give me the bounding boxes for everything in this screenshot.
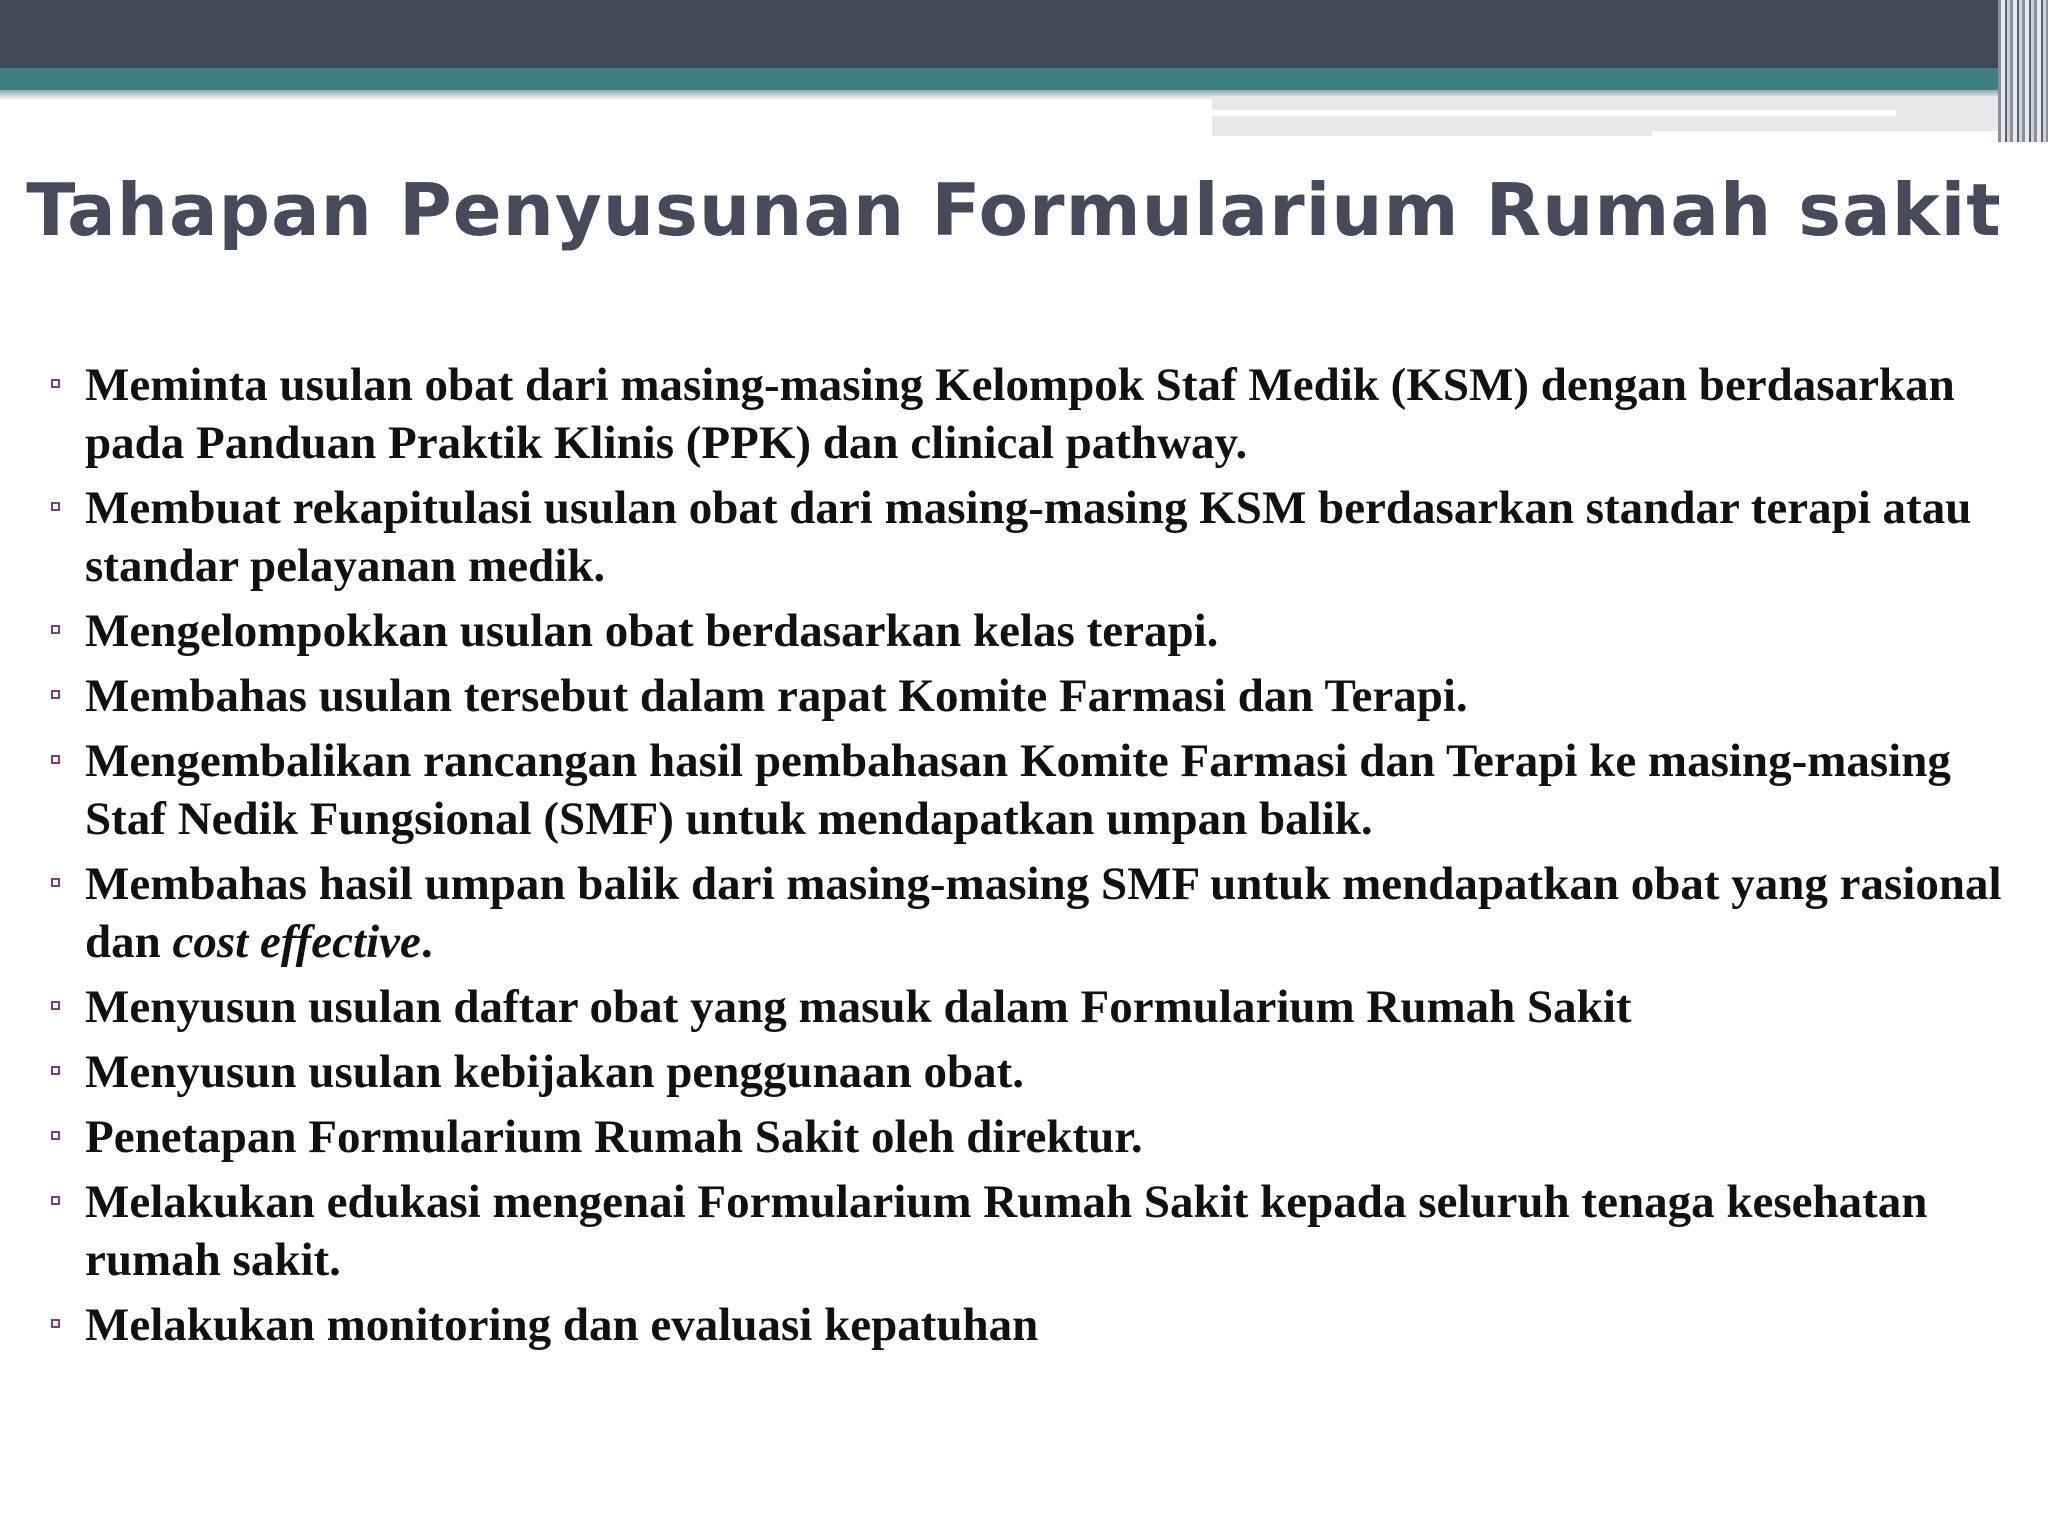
- list-item-text: Menyusun usulan kebijakan penggunaan obat.: [85, 1046, 1025, 1098]
- list-item: [48, 855, 2008, 971]
- list-item-text: Melakukan monitoring dan evaluasi kepatuhan: [85, 1299, 1039, 1351]
- list-item-text: Membahas hasil umpan balik dari masing-masing SMF untuk mendapatkan obat yang rasional dan: [85, 858, 2002, 968]
- slide-title: Tahapan Penyusunan Formularium Rumah sakit: [26, 168, 2002, 252]
- list-item: [48, 1173, 2008, 1289]
- list-item: [48, 1043, 2008, 1101]
- header-accent-block: [1212, 96, 2012, 136]
- square-bullet-icon: [51, 755, 60, 764]
- header-accent-line: [1212, 110, 1896, 116]
- square-bullet-icon: [51, 1196, 60, 1205]
- list-item-italic-text: cost effective: [172, 916, 421, 968]
- square-bullet-icon: [51, 1001, 60, 1010]
- square-bullet-icon: [51, 1066, 60, 1075]
- header-accent-line: [1652, 131, 2012, 137]
- list-item-text: Meminta usulan obat dari masing-masing Kelompok Staf Medik (KSM) dengan berdasarkan pada Panduan Praktik Klinis (PPK) dan clinical pathway.: [85, 359, 1955, 469]
- list-item-text: Mengelompokkan usulan obat berdasarkan kelas terapi.: [85, 605, 1219, 657]
- list-item: [48, 667, 2008, 725]
- square-bullet-icon: [51, 502, 60, 511]
- square-bullet-icon: [51, 1319, 60, 1328]
- header-band-dark: [0, 0, 2048, 68]
- list-item-text: Membahas usulan tersebut dalam rapat Komite Farmasi dan Terapi.: [85, 670, 1468, 722]
- square-bullet-icon: [51, 878, 60, 887]
- square-bullet-icon: [51, 690, 60, 699]
- header-band-teal: [0, 68, 2020, 90]
- list-item: [48, 1296, 2008, 1354]
- bullet-list: [48, 356, 2008, 1361]
- list-item-text: Melakukan edukasi mengenai Formularium Rumah Sakit kepada seluruh tenaga kesehatan rumah sakit.: [85, 1176, 1928, 1286]
- square-bullet-icon: [51, 1131, 60, 1140]
- list-item: [48, 356, 2008, 472]
- square-bullet-icon: [51, 625, 60, 634]
- list-item: [48, 978, 2008, 1036]
- list-item: [48, 602, 2008, 660]
- list-item: [48, 1108, 2008, 1166]
- square-bullet-icon: [51, 379, 60, 388]
- list-item-text: Membuat rekapitulasi usulan obat dari masing-masing KSM berdasarkan standar terapi atau standar pelayanan medik.: [85, 482, 1972, 592]
- list-item: [48, 479, 2008, 595]
- list-item: [48, 732, 2008, 848]
- list-item-text: Penetapan Formularium Rumah Sakit oleh direktur.: [85, 1111, 1143, 1163]
- list-item-text: Menyusun usulan daftar obat yang masuk dalam Formularium Rumah Sakit: [85, 981, 1632, 1033]
- list-item-text: Mengembalikan rancangan hasil pembahasan Komite Farmasi dan Terapi ke masing-masing Staf Nedik Fungsional (SMF) untuk mendapatkan umpan balik.: [85, 735, 1951, 845]
- list-item-text: .: [420, 916, 433, 968]
- header-vertical-stripes: [1998, 0, 2048, 142]
